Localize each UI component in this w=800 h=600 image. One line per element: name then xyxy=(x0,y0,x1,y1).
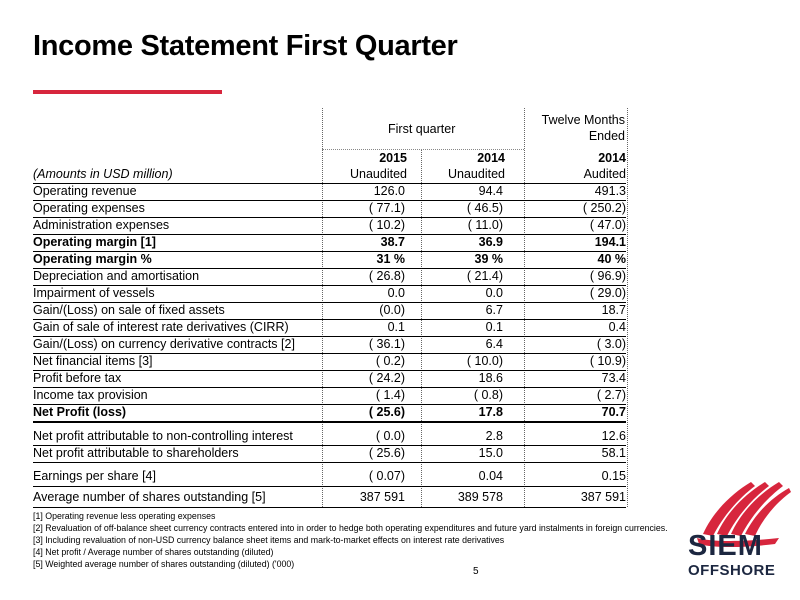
row-value-2014: 94.4 xyxy=(478,184,503,198)
row-label: Gain/(Loss) on sale of fixed assets xyxy=(33,303,225,317)
row-label: Profit before tax xyxy=(33,371,122,385)
row-value-2014-full: 0.4 xyxy=(608,320,626,334)
row-value-2015: 31 % xyxy=(376,252,405,266)
row-label: Operating revenue xyxy=(33,184,137,198)
col2-year: 2014 xyxy=(477,151,505,165)
row-value-2014-full: 491.3 xyxy=(594,184,626,198)
row-value-2014: ( 21.4) xyxy=(466,269,503,283)
amounts-label: (Amounts in USD million) xyxy=(33,167,173,181)
row-value-2014-full: ( 10.9) xyxy=(589,354,626,368)
row-value-2015: 0.1 xyxy=(387,320,405,334)
row-value-2015: ( 25.6) xyxy=(368,446,405,460)
col2-status: Unaudited xyxy=(448,167,505,181)
row-value-2014: 2.8 xyxy=(485,429,503,443)
row-value-2015: 387 591 xyxy=(359,490,405,504)
row-value-2015: ( 0.0) xyxy=(375,429,405,443)
table-row xyxy=(33,469,626,486)
row-value-2014: ( 46.5) xyxy=(466,201,503,215)
row-value-2014-full: 40 % xyxy=(597,252,626,266)
row-label: Net Profit (loss) xyxy=(33,405,127,419)
row-value-2014-full: 0.15 xyxy=(601,469,626,483)
row-value-2014: 6.4 xyxy=(485,337,503,351)
table-row xyxy=(33,354,626,371)
row-value-2014-full: ( 2.7) xyxy=(596,388,626,402)
table-row xyxy=(33,371,626,388)
row-value-2014: 36.9 xyxy=(478,235,503,249)
row-value-2014: 6.7 xyxy=(485,303,503,317)
header-divider xyxy=(322,149,524,150)
table-row xyxy=(33,429,626,446)
row-value-2014-full: 73.4 xyxy=(601,371,626,385)
row-value-2015: 38.7 xyxy=(380,235,405,249)
row-value-2014-full: 18.7 xyxy=(601,303,626,317)
table-row xyxy=(33,252,626,269)
row-label: Income tax provision xyxy=(33,388,148,402)
table-row xyxy=(33,201,626,218)
row-value-2015: ( 0.07) xyxy=(368,469,405,483)
header-ended: Ended xyxy=(588,129,625,143)
row-value-2014: 389 578 xyxy=(457,490,503,504)
row-value-2015: (0.0) xyxy=(379,303,405,317)
row-value-2014-full: 12.6 xyxy=(601,429,626,443)
footnote: [3] Including revaluation of non-USD currency balance sheet items and mark-to-market effects on interest rate derivatives xyxy=(33,535,505,545)
footnote: [4] Net profit / Average number of shares outstanding (diluted) xyxy=(33,547,274,557)
footnote: [5] Weighted average number of shares outstanding (diluted) ('000) xyxy=(33,559,295,569)
row-value-2015: ( 25.6) xyxy=(368,405,405,419)
row-value-2014-full: ( 47.0) xyxy=(589,218,626,232)
row-label: Operating expenses xyxy=(33,201,145,215)
row-label: Operating margin % xyxy=(33,252,152,266)
row-value-2014: ( 0.8) xyxy=(473,388,503,402)
col3-status: Audited xyxy=(583,167,626,181)
row-value-2014: 0.04 xyxy=(478,469,503,483)
col1-year: 2015 xyxy=(379,151,407,165)
row-value-2015: ( 0.2) xyxy=(375,354,405,368)
table-row xyxy=(33,303,626,320)
logo-wordmark-offshore: OFFSHORE xyxy=(688,562,776,579)
col1-status: Unaudited xyxy=(350,167,407,181)
table-row xyxy=(33,405,626,422)
row-value-2014: ( 11.0) xyxy=(467,218,503,232)
row-value-2015: ( 24.2) xyxy=(368,371,405,385)
row-value-2015: ( 10.2) xyxy=(368,218,405,232)
header-twelve-months: Twelve Months xyxy=(541,113,625,127)
footnote: [1] Operating revenue less operating expenses xyxy=(33,511,216,521)
row-value-2014-full: 58.1 xyxy=(601,446,626,460)
table-row xyxy=(33,446,626,463)
row-value-2014: 0.1 xyxy=(485,320,503,334)
page-title: Income Statement First Quarter xyxy=(33,30,458,62)
row-value-2014: 15.0 xyxy=(478,446,503,460)
row-label: Gain of sale of interest rate derivatives (CIRR) xyxy=(33,320,289,334)
row-value-2014: 0.0 xyxy=(485,286,503,300)
table-rule xyxy=(33,507,626,508)
logo-wordmark-siem: SIEM xyxy=(688,530,763,562)
row-label: Average number of shares outstanding [5] xyxy=(33,490,266,504)
row-value-2015: 0.0 xyxy=(387,286,405,300)
row-value-2014-full: ( 96.9) xyxy=(589,269,626,283)
row-value-2014-full: ( 29.0) xyxy=(589,286,626,300)
page-number: 5 xyxy=(473,566,479,577)
table-row xyxy=(33,235,626,252)
row-label: Gain/(Loss) on currency derivative contracts [2] xyxy=(33,337,295,351)
row-value-2014: 18.6 xyxy=(478,371,503,385)
row-value-2014: 17.8 xyxy=(478,405,503,419)
row-value-2014-full: ( 3.0) xyxy=(596,337,626,351)
row-value-2014: ( 10.0) xyxy=(466,354,503,368)
row-label: Administration expenses xyxy=(33,218,170,232)
row-value-2015: ( 26.8) xyxy=(368,269,405,283)
row-value-2014-full: ( 250.2) xyxy=(582,201,626,215)
table-row xyxy=(33,269,626,286)
header-first-quarter: First quarter xyxy=(388,122,456,136)
row-value-2014: 39 % xyxy=(474,252,503,266)
table-row xyxy=(33,184,626,201)
row-label: Earnings per share [4] xyxy=(33,469,156,483)
row-label: Net profit attributable to non-controlling interest xyxy=(33,429,293,443)
row-value-2015: ( 77.1) xyxy=(368,201,405,215)
table-row xyxy=(33,490,626,507)
row-label: Operating margin [1] xyxy=(33,235,156,249)
row-label: Net profit attributable to shareholders xyxy=(33,446,239,460)
row-value-2015: ( 1.4) xyxy=(375,388,405,402)
column-divider xyxy=(627,108,628,507)
title-underline xyxy=(33,90,222,94)
row-label: Net financial items [3] xyxy=(33,354,153,368)
footnote: [2] Revaluation of off-balance sheet currency contracts entered into in order to hedge both operating expenditures and future yard instalments in foreign currencies. xyxy=(33,523,668,533)
row-label: Depreciation and amortisation xyxy=(33,269,200,283)
table-row xyxy=(33,388,626,405)
table-row xyxy=(33,337,626,354)
row-value-2014-full: 387 591 xyxy=(580,490,626,504)
col3-year: 2014 xyxy=(598,151,626,165)
row-value-2014-full: 194.1 xyxy=(594,235,626,249)
table-row xyxy=(33,218,626,235)
row-value-2014-full: 70.7 xyxy=(601,405,626,419)
table-row xyxy=(33,320,626,337)
table-row xyxy=(33,286,626,303)
row-value-2015: ( 36.1) xyxy=(368,337,405,351)
row-value-2015: 126.0 xyxy=(373,184,405,198)
table-rule xyxy=(33,486,626,487)
row-label: Impairment of vessels xyxy=(33,286,155,300)
